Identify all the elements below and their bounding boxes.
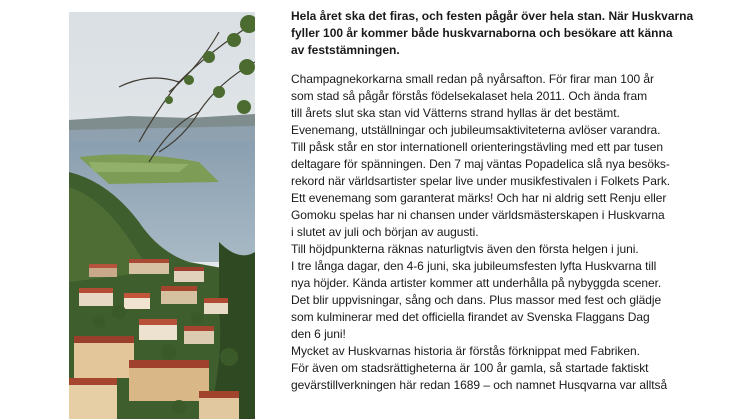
article-paragraph-1: Champagnekorkarna small redan på nyårsafton. För firar man 100 år som stad så pågår förstås födelsekalaset hela 2011. Och ända fram till årets slut ska stan vid Vätterns strand hyllas är det bestämt. [291,72,654,120]
article-paragraph-2: Evenemang, utställningar och jubileumsaktiviteterna avlöser varandra. Till påsk står en stor internationell orienteringstävling med ett par tusen deltagare för spänningen. Den 7 maj väntas Popadelica slå nya besöks- rekord när världsartister spelar live under musikfestivalen i Folkets Park. Ett evenemang som garanterat märks! Och har ni aldrig sett Renju eller Gomoku spelas har ni chansen under världsmästerskapen i Huskvarna i slutet av juli och början av augusti. [291,123,671,239]
article-lead: Hela året ska det firas, och festen pågår över hela stan. När Huskvarna fyller 100 år kommer både huskvarnaborna och besökare att känna av feststämningen. [291,9,694,57]
article-column [291,8,703,394]
town-lake-photo [69,12,255,419]
article-paragraph-3: Till höjdpunkterna räknas naturligtvis även den första helgen i juni. I tre långa dagar, den 4-6 juni, ska jubileumsfesten lyfta Huskvarna till nya höjder. Kända artister kommer att underhålla på nybyggda scener. Det blir uppvisningar, sång och dans. Plus massor med fest och glädje som kulminerar med det officiella firandet av Svenska Flaggans Dag den 6 juni! [291,242,662,341]
article-paragraph-4: Mycket av Huskvarnas historia är förstås förknippat med Fabriken. För även om stadsrättigheterna är 100 år gamla, så startade faktiskt gevärstillverkningen här redan 1689 – och namnet Husqvarna var alltså [291,344,668,392]
